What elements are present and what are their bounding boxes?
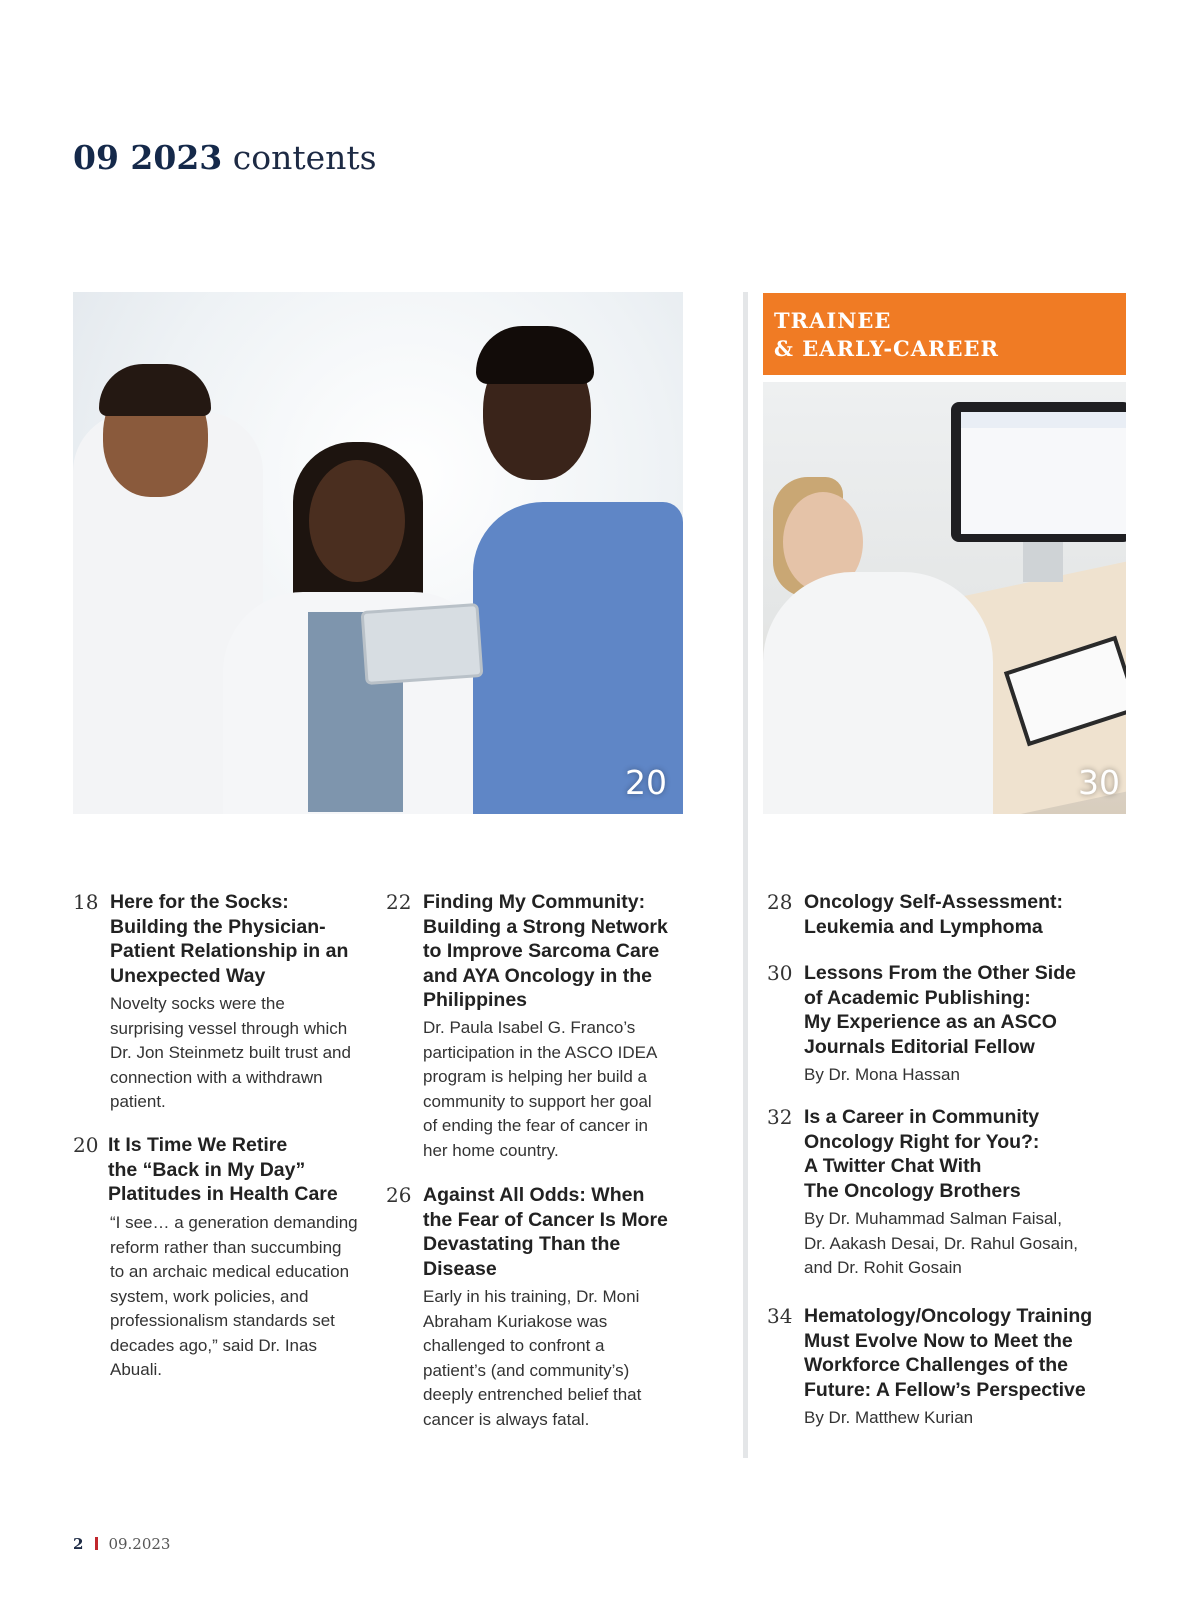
entry-title[interactable]: Finding My Community: Building a Strong Network to Improve Sarcoma Care and AYA Oncology in the Philippines (423, 891, 668, 1011)
entry-page-number: 20 (73, 1133, 99, 1157)
section-banner (763, 293, 1126, 375)
entry-title[interactable]: Hematology/Oncology Training Must Evolve Now to Meet the Workforce Challenges of the Future: A Fellow’s Perspective (804, 1305, 1093, 1401)
toc-entry[interactable] (767, 961, 1127, 1091)
feature-photo[interactable] (73, 292, 683, 814)
banner-line-2: & EARLY-CAREER (774, 336, 999, 361)
entry-title[interactable]: Oncology Self-Assessment: Leukemia and Lymphoma (804, 891, 1063, 938)
entry-title[interactable]: It Is Time We Retire the “Back in My Day” Platitudes in Health Care (108, 1134, 338, 1205)
banner-line-1: TRAINEE (774, 308, 892, 333)
tablet-device (361, 603, 484, 685)
entry-page-number: 34 (767, 1304, 793, 1328)
entry-page-number: 18 (73, 890, 99, 914)
toc-entry[interactable] (386, 1183, 686, 1433)
entry-page-number: 28 (767, 890, 793, 914)
column-divider (743, 292, 748, 1458)
toc-entry[interactable] (386, 890, 686, 1160)
entry-title[interactable]: Against All Odds: When the Fear of Cancer Is More Devastating Than the Disease (423, 1184, 668, 1280)
entry-byline: By Dr. Muhammad Salman Faisal, Dr. Aakash Desai, Dr. Rahul Gosain, and Dr. Rohit Gosain (804, 1209, 1079, 1277)
toc-entry[interactable] (767, 890, 1127, 950)
contents-label: contents (232, 138, 377, 177)
footer-divider (95, 1537, 98, 1550)
entry-description: “I see… a generation demanding reform rather than succumbing to an archaic medical education system, work policies, and professionalism standards set decades ago,” said Dr. Inas Abuali. (110, 1213, 358, 1379)
toc-entry[interactable] (767, 1304, 1127, 1444)
physician-figure (763, 572, 993, 814)
entry-description: Early in his training, Dr. Moni Abraham Kuriakose was challenged to confront a patient’s (and community’s) deeply entrenched belief that cancer is always fatal. (423, 1287, 642, 1429)
entry-page-number: 22 (386, 890, 412, 914)
entry-page-number: 26 (386, 1183, 412, 1207)
entry-description: Dr. Paula Isabel G. Franco’s participation in the ASCO IDEA program is helping her build a community to support her goal of ending the fear of cancer in her home country. (423, 1018, 658, 1160)
toc-entry[interactable] (73, 1133, 373, 1383)
toc-entry[interactable] (73, 890, 373, 1111)
page-title (73, 138, 377, 177)
entry-byline: By Dr. Mona Hassan (804, 1065, 960, 1084)
folio-date: 09.2023 (108, 1535, 171, 1553)
entry-title[interactable]: Is a Career in Community Oncology Right for You?: A Twitter Chat With The Oncology Brothers (804, 1106, 1040, 1202)
section-photo[interactable] (763, 382, 1126, 814)
section-photo-page-number: 30 (1078, 763, 1120, 802)
issue-date: 09 2023 (73, 138, 223, 177)
entry-description: Novelty socks were the surprising vessel through which Dr. Jon Steinmetz built trust and connection with a withdrawn patient. (110, 994, 351, 1111)
folio-page-number: 2 (73, 1535, 84, 1553)
entry-title[interactable]: Lessons From the Other Side of Academic Publishing: My Experience as an ASCO Journals Editorial Fellow (804, 962, 1076, 1058)
entry-page-number: 32 (767, 1105, 793, 1129)
toc-entry[interactable] (767, 1105, 1127, 1285)
entry-byline: By Dr. Matthew Kurian (804, 1408, 974, 1427)
page-footer (73, 1535, 170, 1553)
entry-title[interactable]: Here for the Socks: Building the Physician- Patient Relationship in an Unexpected Way (110, 891, 349, 987)
entry-page-number: 30 (767, 961, 793, 985)
feature-photo-page-number: 20 (625, 763, 667, 802)
